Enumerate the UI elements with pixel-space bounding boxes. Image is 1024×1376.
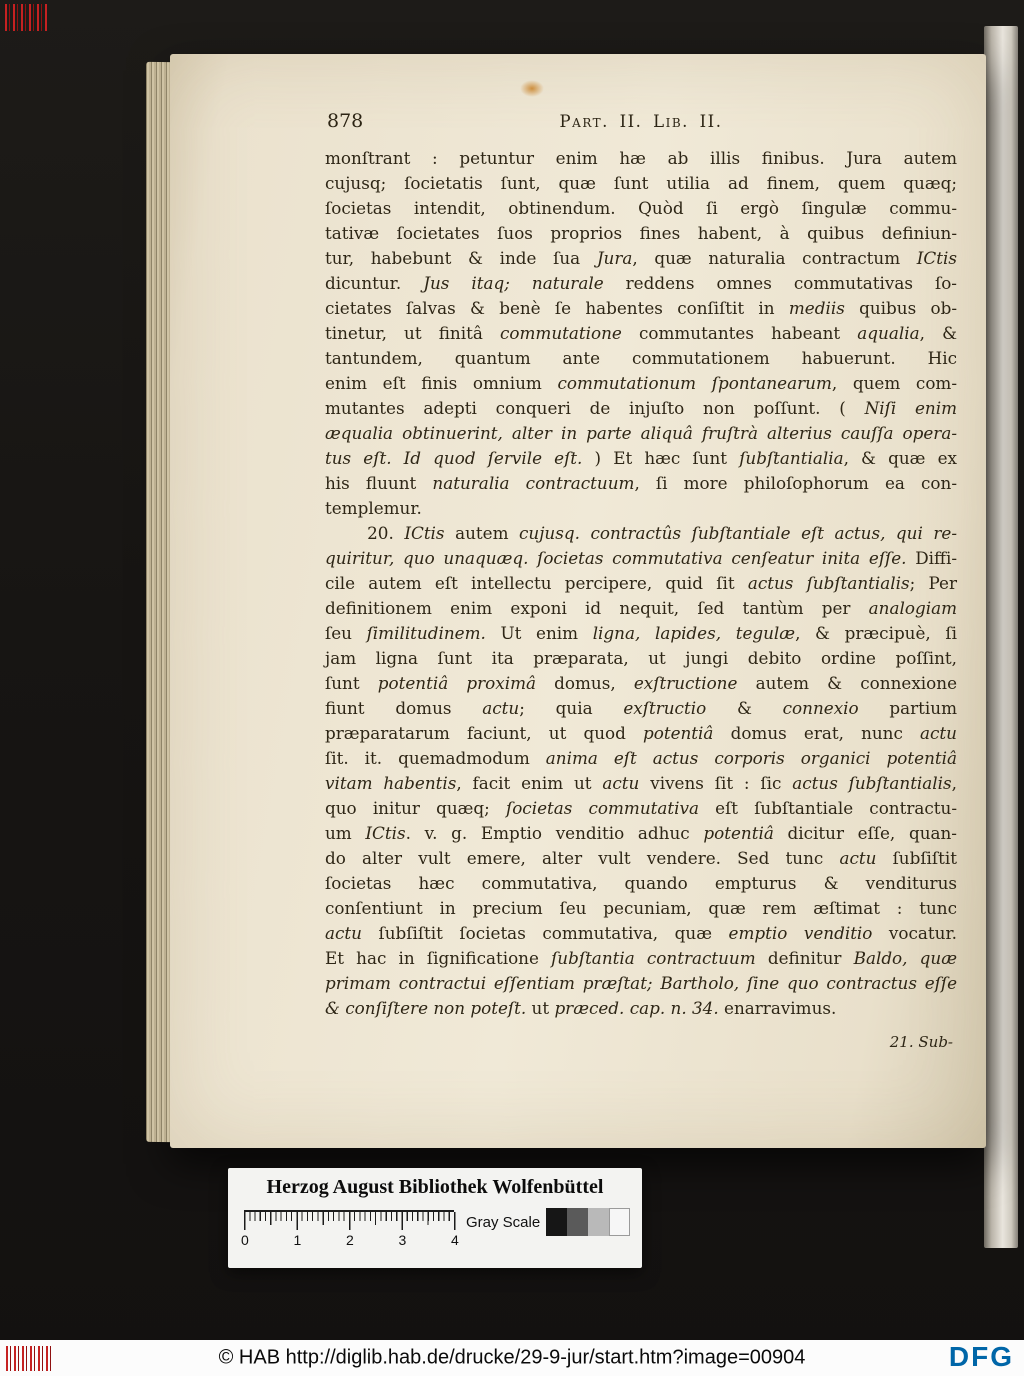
text-line: cujusq; ſocietatis ſunt, quæ ſunt utilia ad finem, quem quæq; (325, 173, 957, 193)
text-line: fiunt domus actu; quia exſtructio & connexio partium (325, 698, 958, 718)
page-stack-edges (146, 62, 170, 1142)
text-line: tativæ ſocietates ſuos proprios fines habent, à quibus definiun- (325, 223, 957, 243)
text-line: um ICtis. v. g. Emptio venditio adhuc potentiâ dicitur eſſe, quan- (325, 823, 957, 843)
color-registration-mark-bottom-icon (6, 1346, 52, 1371)
color-registration-mark-top-icon (5, 4, 47, 31)
gray-scale-label: Gray Scale (466, 1214, 541, 1231)
gray-scale-patches (546, 1208, 630, 1236)
text-line: præparatarum faciunt, ut quod potentiâ domus erat, nunc actu (325, 723, 957, 743)
library-name: Herzog August Bibliothek Wolfenbüttel (266, 1176, 604, 1198)
text-line: & conſiſtere non poteſt. ut præced. cap. n. 34. enarravimus. (325, 998, 837, 1018)
running-head: Part. II. Lib. II. (559, 112, 723, 131)
text-line: ſocietas hæc commutativa, quando empturus & venditurus (325, 873, 957, 893)
text-line: enim eſt finis omnium commutationum ſpontanearum, quem com- (325, 373, 958, 393)
page-header-row (325, 110, 957, 138)
text-line: jam ligna ſunt ita præparata, ut jungi debito ordine poſſint, (325, 648, 957, 668)
text-line: ſocietas intendit, obtinendum. Quòd ſi ergò ſingulæ commu- (325, 198, 957, 218)
gray-patch (546, 1208, 567, 1236)
catchword: 21. Sub- (889, 1033, 953, 1051)
text-line: ſit. it. quemadmodum anima eſt actus corporis organici potentiâ (325, 748, 957, 768)
text-line: vitam habentis, facit enim ut actu vivens ſit : ſic actus ſubſtantialis, (325, 773, 957, 793)
text-line: ſeu ſimilitudinem. Ut enim ligna, lapides, tegulæ, & præcipuè, ſi (325, 623, 957, 643)
text-line: his fluunt naturalia contractuum, ſi more philoſophorum ea con- (325, 473, 957, 493)
text-line: conſentiunt in precium ſeu pecuniam, quæ rem æſtimat : tunc (325, 898, 957, 918)
book-page (170, 54, 986, 1148)
page-text-area (325, 110, 957, 1051)
text-line: tur, habebunt & inde ſua Jura, quæ naturalia contractum ICtis (325, 248, 957, 268)
ruler-number: 0 (241, 1232, 249, 1248)
ruler-numbers (241, 1232, 460, 1248)
text-line: dicuntur. Jus itaq; naturale reddens omnes commutativas ſo- (325, 273, 957, 293)
text-line: do alter vult emere, alter vult vendere. Sed tunc actu ſubſiſtit (325, 848, 957, 868)
ruler-cm-ticks (244, 1212, 456, 1230)
copyright-url: © HAB http://diglib.hab.de/drucke/29-9-jur/start.htm?image=00904 (218, 1346, 806, 1369)
text-line: definitionem enim exponi id nequit, ſed tantùm per analogiam (325, 598, 957, 618)
text-line: primam contractui eſſentiam præſtat; Bartholo, ſine quo contractus eſſe (325, 973, 957, 993)
text-line: quo initur quæq; ſocietas commutativa eſt ſubſtantiale contractu- (325, 798, 958, 818)
text-line: tus eſt. Id quod ſervile eſt. ) Et hæc ſunt ſubſtantialia, & quæ ex (325, 448, 957, 468)
cm-ruler (241, 1210, 460, 1250)
gray-patch (567, 1208, 588, 1236)
text-line: æqualia obtinuerint, alter in parte aliquâ fruſtrà alterius cauſſa opera- (325, 423, 957, 443)
body-text (325, 146, 957, 1021)
text-line: actu ſubſiſtit ſocietas commutativa, quæ emptio venditio vocatur. (325, 923, 957, 943)
text-line: monſtrant : petuntur enim hæ ab illis finibus. Jura autem (325, 148, 957, 168)
ruler-number: 1 (293, 1232, 302, 1248)
ruler-number: 2 (346, 1232, 354, 1248)
text-line: ſunt potentiâ proximâ domus, exſtructione autem & connexione (325, 673, 957, 693)
dfg-logo: DFG (948, 1341, 1014, 1372)
text-line: cietates ſalvas & benè ſe habentes conſiſtit in mediis quibus ob- (325, 298, 957, 318)
text-line: 20. ICtis autem cujusq. contractûs ſubſtantiale eſt actus, qui re- (325, 523, 958, 543)
text-line: mutantes adepti conqueri de injuſto non poſſunt. ( Niſi enim (325, 398, 958, 418)
gray-patch (609, 1208, 630, 1236)
calibration-card (228, 1168, 642, 1268)
gray-patch (588, 1208, 609, 1236)
text-line: Et hac in ſignificatione ſubſtantia contractuum definitur Baldo, quæ (325, 948, 957, 968)
adjacent-page-edge (984, 26, 1018, 1248)
ruler-number: 3 (398, 1232, 407, 1248)
footer-bar (0, 1340, 1024, 1376)
text-line: quiritur, quo unaquæq. ſocietas commutativa cenſeatur inita eſſe. Diffi- (325, 548, 957, 568)
ruler-number: 4 (451, 1232, 459, 1248)
text-line: tantundem, quantum ante commutationem habuerunt. Hic (325, 348, 957, 368)
paper-stain (520, 80, 544, 97)
text-line: templemur. (325, 498, 422, 518)
page-number: 878 (327, 110, 364, 132)
text-line: cile autem eſt intellectu percipere, quid ſit actus ſubſtantialis; Per (325, 573, 957, 593)
text-line: tinetur, ut finitâ commutatione commutantes habeant aqualia, & (325, 323, 958, 343)
